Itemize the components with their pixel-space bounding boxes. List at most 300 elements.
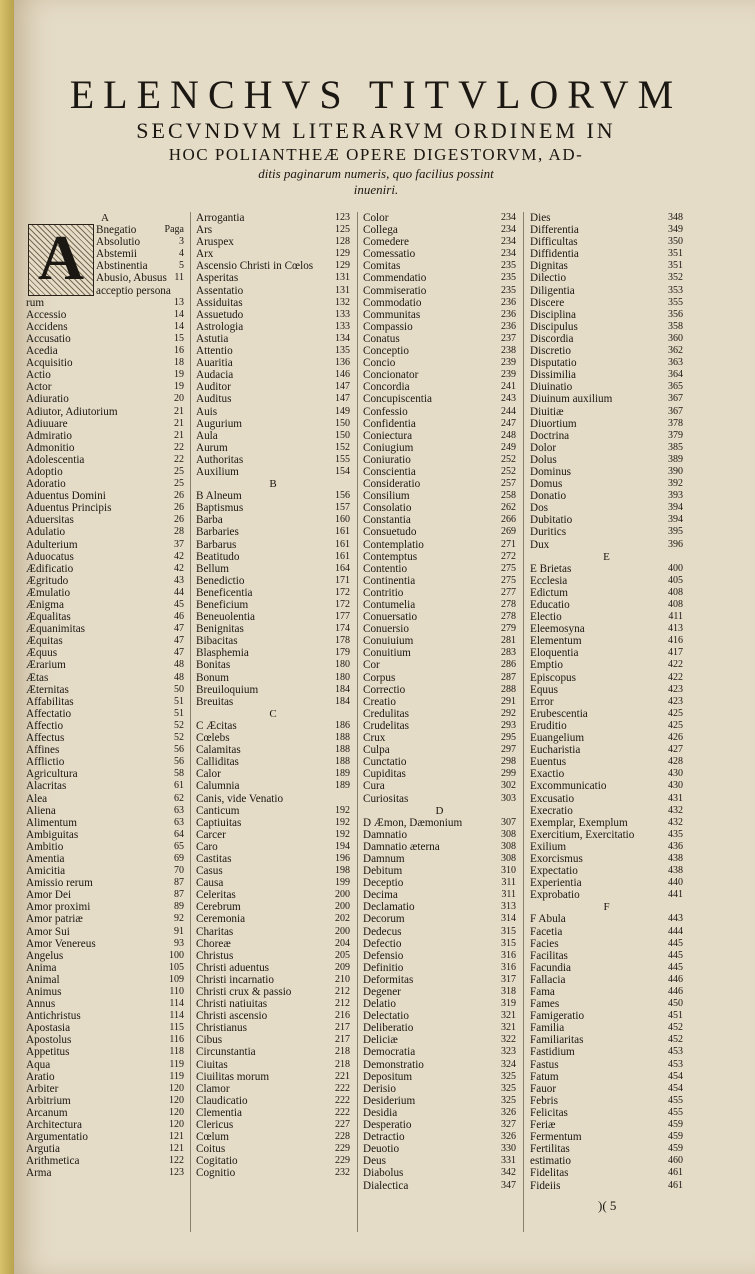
entry-page-number: 303 — [501, 792, 516, 804]
index-entry — [26, 889, 184, 901]
entry-title: Comedere — [363, 236, 409, 249]
index-entry — [363, 768, 516, 780]
index-entry — [26, 817, 184, 829]
index-entry — [363, 793, 516, 805]
entry-page-number: 42 — [174, 562, 184, 574]
entry-title: Commodatio — [363, 296, 422, 309]
entry-title: Conscientia — [363, 465, 416, 478]
index-entry — [196, 333, 350, 345]
index-entry — [530, 345, 683, 357]
entry-title: Dos — [530, 502, 549, 515]
entry-page-number: 123 — [169, 1167, 184, 1179]
entry-title: Derisio — [363, 1082, 396, 1095]
index-entry — [530, 841, 683, 853]
entry-title: Democratia — [363, 1046, 416, 1059]
entry-page-number: 147 — [335, 381, 350, 393]
entry-title: Confessio — [363, 405, 408, 418]
entry-page-number: 184 — [335, 683, 350, 695]
entry-title: Christi natiuitas — [196, 998, 268, 1011]
entry-page-number: 51 — [174, 707, 184, 719]
index-entry — [363, 430, 516, 442]
entry-page-number: 179 — [335, 647, 350, 659]
entry-title: Conceptio — [363, 345, 409, 358]
entry-title: Alacritas — [26, 780, 67, 793]
index-entry — [363, 1010, 516, 1022]
index-entry — [363, 901, 516, 913]
entry-page-number: 288 — [501, 683, 516, 695]
entry-title: Appetitus — [26, 1046, 70, 1059]
index-entry — [26, 490, 184, 502]
entry-page-number: 92 — [174, 913, 184, 925]
entry-title: Erubescentia — [530, 707, 588, 720]
entry-page-number: 89 — [174, 901, 184, 913]
entry-title: Correctio — [363, 683, 406, 696]
entry-title: Animus — [26, 986, 62, 998]
entry-page-number: 266 — [501, 514, 516, 526]
entry-page-number: 237 — [501, 332, 516, 344]
index-entry — [26, 309, 184, 321]
index-entry — [530, 635, 683, 647]
entry-page-number: 119 — [169, 1070, 184, 1082]
entry-page-number: 293 — [501, 719, 516, 731]
heading-line-2: SECVNDVM LITERARVM ORDINEM IN — [136, 118, 616, 143]
entry-page-number: 43 — [174, 574, 184, 586]
entry-title: Exilium — [530, 840, 567, 853]
entry-title: Amissio rerum — [26, 877, 93, 890]
index-entry — [196, 502, 350, 514]
entry-title: Coitus — [196, 1143, 226, 1156]
index-entry — [530, 1071, 683, 1083]
entry-page-number: 287 — [501, 671, 516, 683]
entry-title: Cerebrum — [196, 901, 241, 914]
index-entry — [196, 369, 350, 381]
entry-page-number: 400 — [668, 562, 683, 574]
entry-title: Creatio — [363, 695, 396, 708]
entry-page-number: 327 — [501, 1119, 516, 1131]
entry-title: Contumelia — [363, 599, 416, 611]
index-entry — [363, 526, 516, 538]
entry-title: Clementia — [196, 1106, 242, 1119]
entry-title: Conuitium — [363, 647, 411, 660]
entry-page-number: 120 — [169, 1119, 184, 1131]
entry-page-number: 351 — [668, 260, 683, 272]
entry-page-number: 416 — [668, 635, 683, 647]
column-rule — [357, 212, 358, 1232]
entry-page-number: 436 — [668, 840, 683, 852]
entry-page-number: 129 — [335, 248, 350, 260]
entry-title: Arithmetica — [26, 1155, 80, 1168]
entry-title: Feriæ — [530, 1119, 556, 1132]
entry-title: Constantia — [363, 514, 411, 527]
entry-title: Arx — [196, 248, 214, 261]
entry-page-number: 236 — [501, 320, 516, 332]
entry-title: C Æcitas — [196, 719, 237, 732]
entry-page-number: 229 — [335, 1143, 350, 1155]
index-entry — [196, 224, 350, 236]
entry-title: Æmulatio — [26, 586, 71, 599]
index-entry — [196, 442, 350, 454]
heading-line-5: inueniri. — [353, 182, 399, 197]
index-entry — [26, 853, 184, 865]
entry-page-number: 423 — [668, 683, 683, 695]
index-entry — [196, 986, 350, 998]
index-entry — [196, 647, 350, 659]
index-entry — [530, 309, 683, 321]
index-entry — [196, 1034, 350, 1046]
entry-page-number: 252 — [501, 453, 516, 465]
entry-title: Cor — [363, 659, 380, 672]
entry-page-number: 292 — [501, 707, 516, 719]
entry-title: Contritio — [363, 586, 404, 599]
entry-title: Expectatio — [530, 865, 578, 878]
entry-title: Concupiscentia — [363, 393, 432, 406]
entry-title: Damnatio — [363, 828, 408, 841]
entry-page-number: 452 — [668, 1034, 683, 1046]
entry-page-number: 431 — [668, 792, 683, 804]
entry-title: Deceptio — [363, 877, 404, 890]
index-entry — [196, 212, 350, 224]
index-entry — [26, 442, 184, 454]
index-entry — [530, 926, 683, 938]
entry-title: Diuortium — [530, 417, 577, 430]
entry-title: Eloquentia — [530, 647, 579, 660]
entry-page-number: 432 — [668, 804, 683, 816]
index-entry — [530, 248, 683, 260]
index-entry — [196, 1022, 350, 1034]
entry-title: Abstinentia — [96, 260, 148, 273]
entry-page-number: 100 — [169, 949, 184, 961]
index-entry — [26, 575, 184, 587]
entry-title: Admonitio — [26, 441, 75, 454]
entry-title: Aduocatus — [26, 550, 74, 563]
entry-page-number: 16 — [174, 345, 184, 357]
entry-title: Amor proximi — [26, 901, 91, 914]
entry-page-number: 363 — [668, 357, 683, 369]
entry-page-number: 14 — [174, 308, 184, 320]
entry-page-number: 13 — [174, 296, 184, 308]
entry-page-number: 178 — [335, 635, 350, 647]
entry-title: Benedictio — [196, 574, 245, 587]
index-entry — [196, 406, 350, 418]
index-entry — [26, 1167, 184, 1179]
entry-title: E Brietas — [530, 562, 572, 575]
entry-title: Aratio — [26, 1070, 55, 1083]
entry-title: Doctrina — [530, 429, 570, 442]
index-entry — [26, 986, 184, 998]
entry-page-number: 180 — [335, 671, 350, 683]
entry-page-number: 200 — [335, 925, 350, 937]
entry-title: Adolescentia — [26, 453, 85, 466]
entry-page-number: 235 — [501, 284, 516, 296]
entry-page-number: 438 — [668, 852, 683, 864]
entry-page-number: 281 — [501, 635, 516, 647]
entry-page-number: 20 — [174, 393, 184, 405]
index-entry — [196, 575, 350, 587]
entry-page-number: 132 — [335, 296, 350, 308]
index-entry — [530, 756, 683, 768]
entry-title: Adoptio — [26, 465, 63, 478]
column-rule — [523, 212, 524, 1232]
entry-page-number: 417 — [668, 647, 683, 659]
entry-title: Antichristus — [26, 1010, 81, 1023]
index-entry — [196, 805, 350, 817]
entry-page-number: 275 — [501, 562, 516, 574]
entry-page-number: 238 — [501, 345, 516, 357]
entry-page-number: 136 — [335, 357, 350, 369]
entry-page-number: 308 — [501, 840, 516, 852]
entry-title: Famigeratio — [530, 1010, 585, 1023]
entry-title: Affectio — [26, 719, 64, 732]
entry-title: Concio — [363, 357, 396, 370]
entry-title: Causa — [196, 877, 224, 890]
entry-page-number: 188 — [335, 744, 350, 756]
entry-title: Anima — [26, 961, 57, 974]
entry-title: Apostolus — [26, 1034, 72, 1047]
entry-page-number: 135 — [335, 345, 350, 357]
entry-title: Admiratio — [26, 429, 72, 442]
entry-page-number: 318 — [501, 986, 516, 997]
section-letter: F — [603, 901, 610, 914]
index-entry — [26, 345, 184, 357]
index-entry — [530, 1107, 683, 1119]
index-entry — [196, 1046, 350, 1058]
index-entry — [363, 563, 516, 575]
index-entry — [26, 1143, 184, 1155]
index-entry — [363, 853, 516, 865]
entry-page-number: 360 — [668, 332, 683, 344]
index-entry — [530, 1022, 683, 1034]
entry-page-number: 445 — [668, 949, 683, 961]
index-entry — [196, 998, 350, 1010]
entry-title: Argutia — [26, 1143, 60, 1156]
entry-page-number: 315 — [501, 925, 516, 937]
index-entry — [196, 539, 350, 551]
entry-title: Degener — [363, 986, 401, 998]
index-entry — [196, 853, 350, 865]
entry-title: Actor — [26, 381, 52, 394]
index-entry — [363, 1046, 516, 1058]
index-entry — [530, 659, 683, 671]
entry-page-number: 91 — [174, 925, 184, 937]
entry-title: Domus — [530, 478, 563, 491]
entry-page-number: 28 — [174, 526, 184, 538]
entry-page-number: 196 — [335, 852, 350, 864]
index-entry — [26, 793, 184, 805]
entry-page-number: 352 — [668, 272, 683, 284]
index-entry — [26, 551, 184, 563]
section-letter: B — [269, 478, 277, 491]
entry-title: Caro — [196, 840, 218, 853]
index-entry — [196, 321, 350, 333]
entry-title: Affines — [26, 744, 60, 757]
entry-page-number: 115 — [169, 1022, 184, 1034]
index-entry — [196, 248, 350, 260]
entry-page-number: 26 — [174, 514, 184, 526]
entry-title: Calumnia — [196, 780, 240, 793]
index-entry — [26, 369, 184, 381]
entry-title: Febris — [530, 1094, 558, 1107]
entry-title: Dilectio — [530, 272, 567, 285]
entry-page-number: 298 — [501, 756, 516, 768]
index-entry — [363, 1022, 516, 1034]
index-entry — [530, 575, 683, 587]
entry-title: Christus — [196, 949, 234, 962]
entry-page-number: 164 — [335, 562, 350, 574]
entry-title: Aqua — [26, 1058, 51, 1071]
entry-page-number: 114 — [169, 1010, 184, 1022]
index-entry — [363, 345, 516, 357]
entry-page-number: 367 — [668, 405, 683, 417]
entry-title: Affectatio — [26, 707, 72, 720]
index-entry — [363, 551, 516, 563]
entry-title: Deformitas — [363, 973, 414, 986]
index-entry — [196, 393, 350, 405]
entry-title: Adulatio — [26, 526, 66, 539]
entry-title: estimatio — [530, 1155, 572, 1168]
entry-page-number: 278 — [501, 611, 516, 623]
index-entry — [530, 1046, 683, 1058]
index-entry — [26, 780, 184, 792]
entry-title: Ambiguitas — [26, 828, 79, 841]
entry-page-number: 171 — [335, 574, 350, 586]
entry-page-number: 441 — [668, 889, 683, 901]
entry-title: Amicitia — [26, 865, 66, 878]
index-entry — [26, 418, 184, 430]
entry-title: Adiuratio — [26, 393, 69, 406]
entry-page-number: 445 — [668, 961, 683, 973]
entry-title: Ecclesia — [530, 574, 568, 587]
index-entry — [26, 1131, 184, 1143]
entry-page-number: 21 — [174, 429, 184, 441]
entry-page-number: 236 — [501, 308, 516, 320]
index-entry — [26, 260, 184, 272]
entry-page-number: 413 — [668, 623, 683, 635]
entry-page-number: 48 — [174, 659, 184, 671]
entry-page-number: 234 — [501, 248, 516, 260]
entry-page-number: 331 — [501, 1155, 516, 1167]
entry-page-number: 210 — [335, 973, 350, 985]
entry-page-number: 50 — [174, 683, 184, 695]
index-entry — [196, 684, 350, 696]
entry-page-number: 239 — [501, 357, 516, 369]
entry-page-number: 157 — [335, 502, 350, 514]
entry-page-number: 236 — [501, 296, 516, 308]
index-entry — [26, 841, 184, 853]
entry-title: Bellum — [196, 562, 229, 575]
entry-title: Eucharistia — [530, 744, 581, 757]
entry-page-number: 47 — [174, 623, 184, 635]
entry-title: Deuotio — [363, 1143, 400, 1156]
entry-title: Animal — [26, 973, 60, 986]
entry-page-number: 25 — [174, 465, 184, 477]
entry-title: Deus — [363, 1155, 386, 1168]
index-entry — [530, 599, 683, 611]
entry-page-number: 44 — [174, 586, 184, 598]
entry-page-number: 422 — [668, 659, 683, 671]
entry-title: Discere — [530, 296, 565, 309]
entry-title: Excusatio — [530, 792, 575, 805]
entry-title: Accusatio — [26, 332, 71, 345]
index-entry — [530, 224, 683, 236]
entry-title: Accessio — [26, 308, 67, 321]
entry-page-number: 26 — [174, 490, 184, 502]
entry-title: Castitas — [196, 852, 232, 865]
index-entry — [363, 926, 516, 938]
entry-page-number: 228 — [335, 1131, 350, 1143]
entry-title: Diuitiæ — [530, 405, 564, 418]
index-entry — [363, 369, 516, 381]
entry-page-number: 227 — [335, 1119, 350, 1131]
entry-title: Delatio — [363, 998, 396, 1011]
entry-title: Beneuolentia — [196, 611, 256, 624]
entry-title: Declamatio — [363, 901, 415, 914]
entry-page-number: 217 — [335, 1034, 350, 1046]
index-entry — [363, 478, 516, 490]
entry-page-number: 450 — [668, 998, 683, 1010]
index-entry — [26, 913, 184, 925]
entry-page-number: 455 — [668, 1094, 683, 1106]
index-entry — [196, 611, 350, 623]
index-entry — [363, 865, 516, 877]
index-entry — [26, 526, 184, 538]
index-entry — [530, 514, 683, 526]
entry-title: Confidentia — [363, 417, 416, 430]
index-entry — [530, 321, 683, 333]
index-entry — [26, 381, 184, 393]
entry-title: Christi ascensio — [196, 1010, 268, 1023]
index-entry — [26, 829, 184, 841]
entry-page-number: 120 — [169, 1082, 184, 1094]
entry-title: Demonstratio — [363, 1058, 424, 1071]
entry-title: Conuersatio — [363, 611, 418, 624]
entry-title: Aruspex — [196, 236, 234, 249]
entry-title: Alea — [26, 792, 48, 805]
entry-page-number: 459 — [668, 1119, 683, 1131]
index-entry — [530, 236, 683, 248]
entry-page-number: 37 — [174, 538, 184, 550]
entry-page-number: 47 — [174, 635, 184, 647]
index-entry — [530, 393, 683, 405]
entry-page-number: 121 — [169, 1143, 184, 1155]
entry-title: Facundia — [530, 961, 572, 974]
entry-page-number: 105 — [169, 961, 184, 973]
index-entry — [196, 829, 350, 841]
entry-title: Aliena — [26, 804, 56, 817]
entry-page-number: 432 — [668, 816, 683, 828]
entry-page-number: 64 — [174, 828, 184, 840]
entry-page-number: 123 — [335, 212, 350, 223]
entry-title: D Æmon, Dæmonium — [363, 816, 463, 829]
entry-page-number: 202 — [335, 913, 350, 925]
entry-page-number: 378 — [668, 417, 683, 429]
entry-page-number: 355 — [668, 296, 683, 308]
index-entry — [26, 563, 184, 575]
index-entry — [196, 466, 350, 478]
index-entry — [26, 962, 184, 974]
entry-title: Culpa — [363, 744, 390, 757]
index-entry — [196, 1059, 350, 1071]
entry-title: Experientia — [530, 877, 582, 890]
index-entry — [363, 635, 516, 647]
index-entry — [26, 1010, 184, 1022]
index-entry — [530, 974, 683, 986]
index-entry — [363, 841, 516, 853]
page-heading — [16, 72, 736, 198]
entry-title: Aduentus Domini — [26, 490, 106, 503]
entry-page-number: 45 — [174, 599, 184, 610]
entry-page-number: 200 — [335, 889, 350, 901]
entry-page-number: 133 — [335, 320, 350, 332]
